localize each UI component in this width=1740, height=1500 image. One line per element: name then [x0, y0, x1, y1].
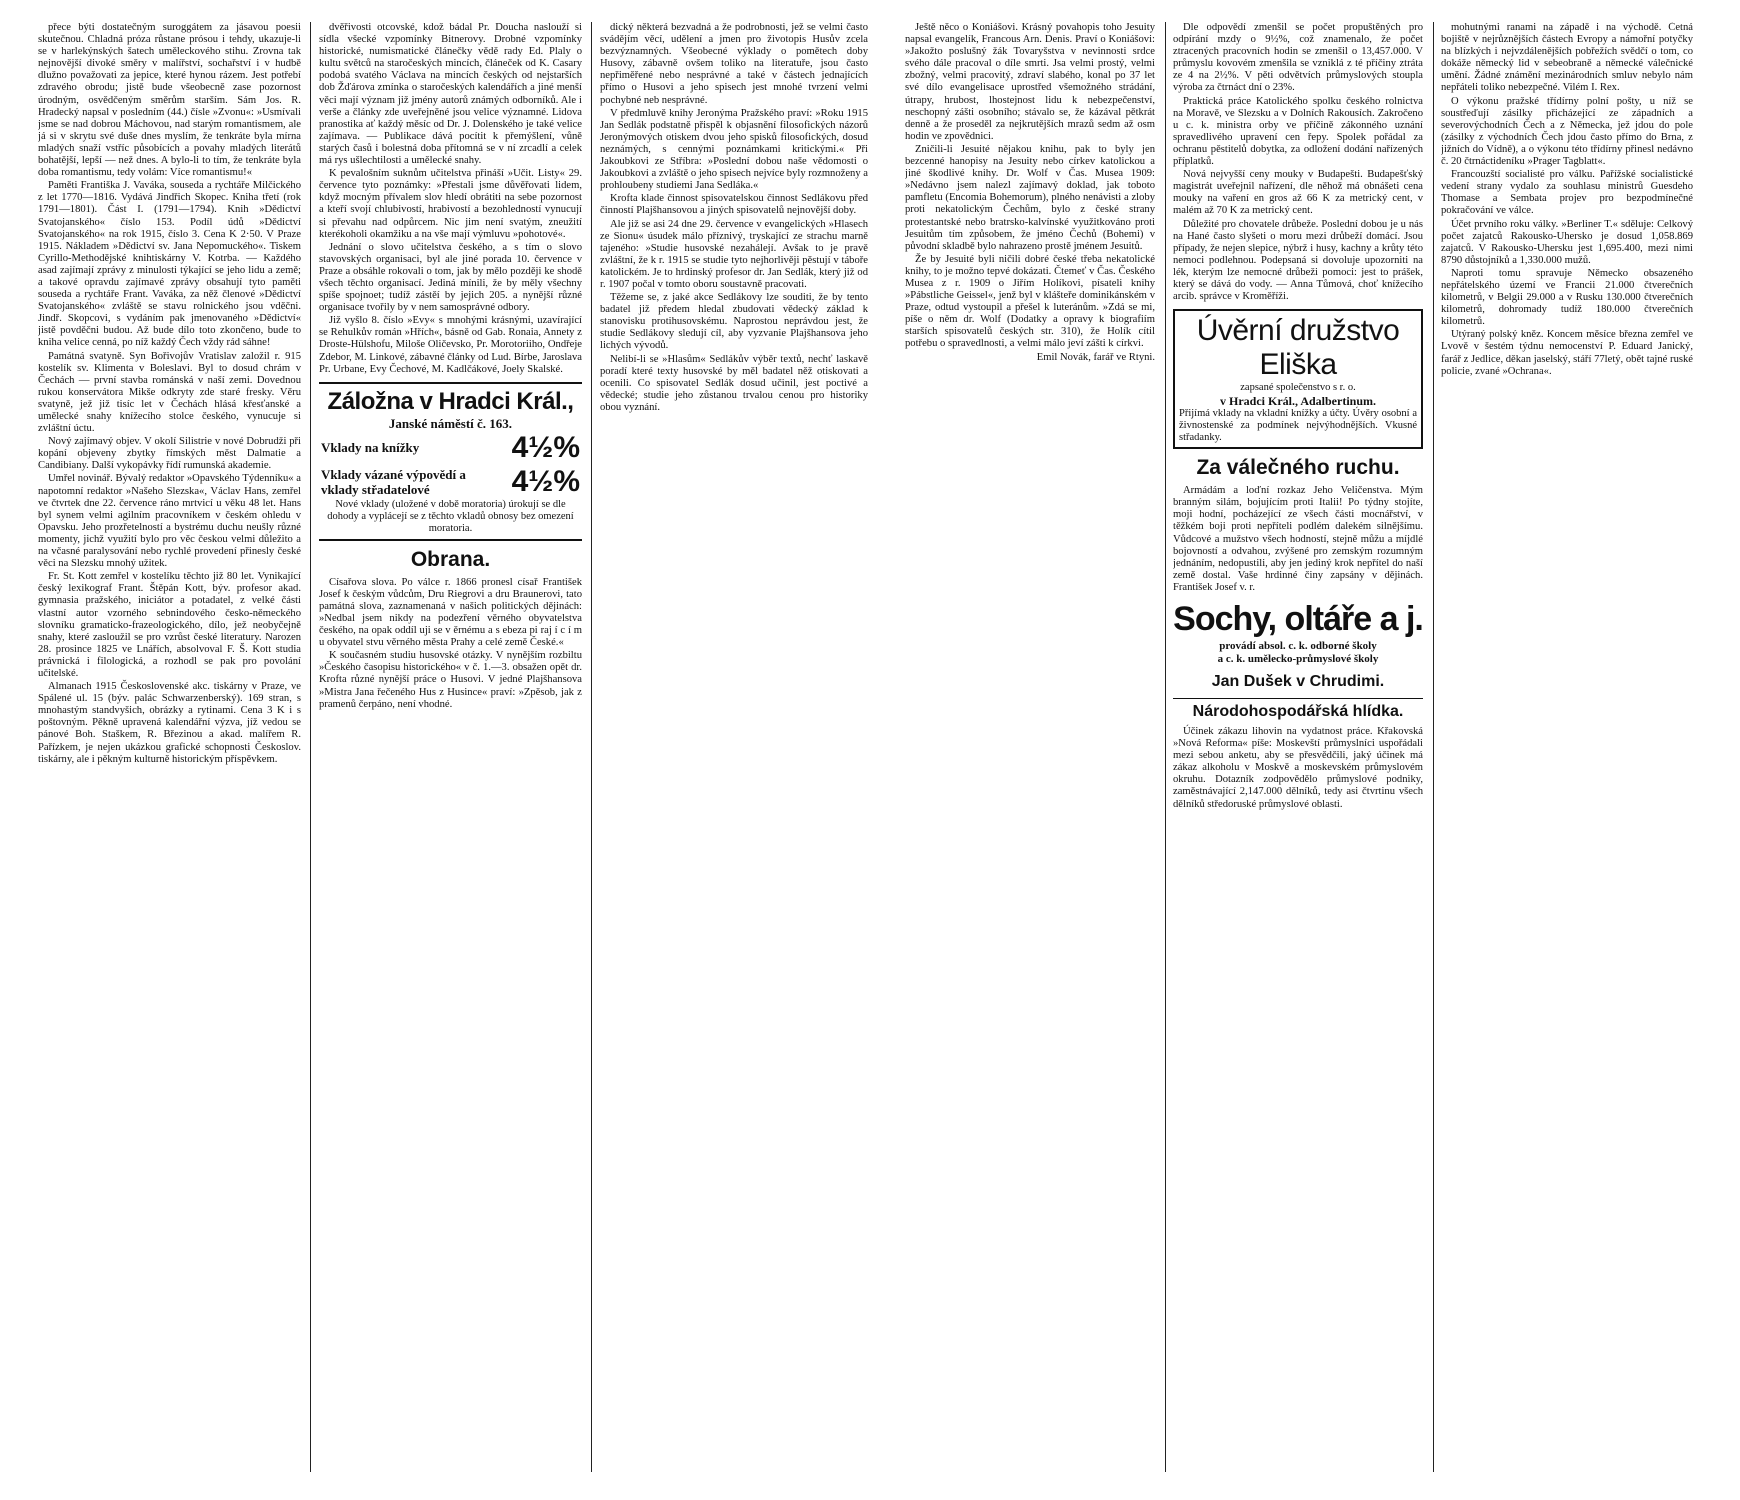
article-paragraph: K pevalošním suknům učitelstva přináší »Učit. Listy« 29. července tyto poznámky: »Přestali jsme důvěřovati lidem, když mocným přívalem slov hledí obrátiti na sebe pozornost a kteří svojí chlubivostí, hrabivostí a bezohledností vynucují si převahu nad odpůrcem. Nic jim není svatým, zneužití kterékoholi okamžiku a na vše mají výmluvu »pohotové«.: [319, 168, 582, 240]
article-paragraph: Nová nejvyšší ceny mouky v Budapešti. Budapešťský magistrát uveřejnil nařízení, dle něhož má obnášeti cena mouky na vaření en gros až 66 K za metrický cent, v malém až 70 K za metrický cent.: [1173, 169, 1423, 217]
article-paragraph: V předmluvě knihy Jeronýma Pražského praví: »Roku 1915 Jan Sedlák podstatně přispěl k objasnění filosofických názorů Jeronýmových otiskem dvou jeho spisků filosofických, dosud neznámých, s cennými poznámkami kritickými.« Při Jakoubkovi ze Stříbra: »Poslední dobou naše vědomosti o Jakoubkovi a zvláště o jeho spisech nejvíce byly rozmnoženy a prohloubeny studiemi Jana Sedláka.«: [600, 107, 868, 192]
column-rule: [591, 22, 592, 1472]
article-paragraph: Dle odpovědí zmenšil se počet propuštěných pro odpírání mzdy o 9½%, což znamenalo, že počet ztracených pracovních hodin se zmenšil o 13,457.000. V průmyslu kovovém zmenšila se vzniklá z té příčiny ztráta ze 4 na 2½%. V pěti odvětvích průmyslových stoupla výroba za čtrnáct dní o 23%.: [1173, 22, 1423, 94]
statue-ad-subline: a c. k. umělecko-průmyslové školy: [1217, 653, 1379, 665]
article-paragraph: Že by Jesuité byli ničili dobré české třeba nekatolické knihy, to je možno tepvé dokázati. Čtemeť v Čas. Českého Musea z r. 1909 o Jiřím Holíkovi, písateli knihy »Pábstliche Geissel«, jenž byl v klášteře dominikánském v Praze, odtud vystoupil a přešel k luteránům. »Zdá se mi, píše o něm dr. Wolf (Dodatky a opravy k biografiím starších spisovatelů českých str. 310), že Holík cítil potřebu o spravedlnosti, a velmi málo jeví zášti k církvi.: [905, 253, 1155, 350]
article-paragraph: dvěřivosti otcovské, kdož bádal Pr. Doucha naslouží si sídla všecké vzpomínky Bitnerovy. Drobné vzpomínky historické, numismatické článečky vědě rady Ed. Plaly o kultu světců na staročeských mincích, článeček od K. Casary podobá svatého Václava na mincích českých od nejstarších dob Žďárova zmínka o staročeských kalendářích a jiné menší věci mají význam již jmény autorů známých odborníků. Ale i verše a články zde uveřejněné jsou velice významné. Lidova pranostika ať každý měsíc od Dr. J. Dolenského je také velice zajímava. — Publikace dává pocítit k přemýšlení, vůně starých časů i bolestná doba přítomná se v ní zrcadlí a celek má rys ušlechtilosti a umělecké snahy.: [319, 22, 582, 167]
article-paragraph: dický některá bezvadná a že podrobnosti, jež se velmi často svádějím věcí, udělení a jmen pro životopis Husův zcela bezvýznamných. Všeobecné výklady o pomětech doby Husovy, zábavně ovšem toliko na literatuře, jsou často nepřiměřené nebo nesprávné a také v částech jednajících přímo o Husovi a jeho spisech jest mnohé tvrzení velmi pochybné neb nesprávné.: [600, 22, 868, 106]
article-paragraph: Důležité pro chovatele drůbeže. Poslední dobou je u nás na Hané často slyšeti o moru mezi drůbeží domácí. Jsou případy, že nejen slepice, nýbrž i husy, kachny a krůty této nemoci podlehnou. Podepsaná si dovoluje upozorniti na lék, kterým lze nemocné drůbeži pomoci: jest to prášek, který se dává do vody. — Anna Tůmová, choť knížecího arcib. správce v Kroměříži.: [1173, 218, 1423, 303]
article-paragraph: Účinek zákazu lihovin na vydatnost práce. Křakovská »Nová Reforma« píše: Moskevští průmyslníci uspořádali mezi sebou anketu, aby se přesvědčili, jaký účinek má zákaz alkoholu v Moskvě a moskevském průmyslovém okruhu. Dotazník zodpovědělo průmyslové podniky, zaměstnávající 2,147.000 dělníků, tedy asi čtvrtinu všech dělníků středoruské průmyslové oblasti.: [1173, 726, 1423, 810]
ad-rate: 4½%: [511, 464, 580, 498]
article-paragraph: Francouzští socialisté pro válku. Pařížské socialistické vedení strany vydalo za souhlasu ministrů Guesdeho Thomase a Sembata projev pro bezpodmínečné pokračování ve válce.: [1441, 169, 1693, 217]
right-page: [905, 22, 1695, 1472]
article-paragraph: Krofta klade činnost spisovatelskou činnost Sedlákovu před činností Plajšhansovou a jiných spisovatelů nejnovější doby.: [600, 193, 868, 217]
article-paragraph: Zničili-li Jesuité nějakou knihu, pak to byly jen bezcenné hanopisy na Jesuity nebo církev katolickou a jiné škodlivé knihy. Dr. Wolf v Čas. Musea 1909: »Nedávno jsem nalezl zajímavý doklad, jak toboto pamfletu (Encomia Bohemorum), plného nenávisti a zloby proti nekatolickým Čechům, bylo z české strany protestantské nebo bratrsko-kalvínské využitkováno proti Jesuitům tím způsobem, že jméno Čechů (Bohemi) v původní skladbě bylo nahrazeno prostě jménem Jesuitů.: [905, 143, 1155, 252]
ad-subtitle: zapsané společenstvo s r. o.: [1240, 382, 1356, 394]
article-paragraph: Almanach 1915 Československé akc. tiskárny v Praze, ve Spálené ul. 15 (býv. palác Schwarzenberský). 169 stran, s mnohastým standvyšich, obrázky a rytinami. Cena 3 K i s poštovným. Pěkně upravená kalendářní výzva, jíž vedou se pánové Boh. Staškem, R. Březinou a akad. malířem R. Pařízkem, je nejen ukázkou grafické schopnosti Českoslov. tiskárny, ale i pěkným kulturně historickým příspěvkem.: [38, 681, 301, 765]
article-paragraph: Ale již se asi 24 dne 29. července v evangelických »Hlasech ze Sionu« úsudek málo příznivý, tryskající ze strachu marně tajeného: »Studie husovské nezahálejí. Avšak to je pravě zvláštní, že k r. 1915 se studie tyto nejhorlivěji pěstují v táboře katolickém. Je to hrdinský profesor dr. Jan Sedlák, který již od r. 1907 počal v tomto oboru soustavně pracovati.: [600, 218, 868, 290]
statue-ad-heading: Sochy, oltáře a j.: [1173, 600, 1423, 638]
ad-line: Vklady na knížky: [321, 440, 420, 456]
article-paragraph: Naproti tomu spravuje Německo obsazeného nepřátelského území ve Francii 21.000 čtverečních kilometrů, v Belgii 29.000 a v Rusku 130.000 čtverečních kilometrů, dohromady tudíž 180.000 čtverečních kilometrů.: [1441, 267, 1693, 328]
column-left-1: [38, 22, 301, 1472]
article-paragraph: Těžeme se, z jaké akce Sedlákovy lze souditi, že by tento badatel již předem hledal zbudovati vědecký základ k stanovisku protihusovskému. Naprostou neprávdou jest, že studie Sedlákovy sledují cíl, aby vyzvanie Plajšhansova jeho lichých vývodů.: [600, 292, 868, 352]
section-heading: Národohospodářská hlídka.: [1173, 698, 1423, 722]
article-paragraph: Nelibí-li se »Hlasům« Sedlákův výběr textů, nechť laskavě poradí které texty husovské by měl badatel něž otiskovati a ocenili. Co spisovatel Sedlák dosud učinil, jest poctivé a vědecké; studie jeho zůstanou trvalou cenou pro historiky obou vyznání.: [600, 353, 868, 413]
article-paragraph: přece býti dostatečným suroggátem za jásavou poesii skutečnou. Chladná próza růstane prósou i tehdy, ukazuje-li se v harlekýnských šatech uměleckového stihu. Zrovna tak nejnovější divoké směry v malířství, sochařství i v hudbě dlužno považovati za jepice, které hynou rázem. Jest potřebí zdravého obrodu; jistě bude všeobecně zase pozornost úrodným, osvědčeným směrům starším. Sám Jos. R. Hradecký napsal v posledním (44.) čísle »Zvonu«: »Usmívali jsme se nad dobrou Máchovou, nad starým romantismem, ale já si v skrytu své duše dnes myslím, že tenkráte byla mírna mladých snaží vstříc působících a povahy mladých literátů bohatější, lepší — než dnes. A bylo-li to tím, že tenkráte byla doba romantismu, tedy volám: Více romantismu!«: [38, 22, 301, 179]
column-rule: [1165, 22, 1166, 1472]
ad-address: Janské náměstí č. 163.: [388, 415, 513, 431]
column-right-2: [1173, 22, 1423, 1472]
ad-rate: 4½%: [511, 430, 580, 464]
ad-address: v Hradci Král., Adalbertinum.: [1220, 394, 1376, 409]
zalozna-advertisement: [319, 382, 582, 541]
column-left-2: [319, 22, 582, 1472]
eliska-advertisement: [1173, 309, 1423, 449]
article-paragraph: Armádám a loďní rozkaz Jeho Veličenstva. Mým branným silám, bojujícím proti Italii! Po týdny stojíte, moji hodní, pocházející ze všech části mocnářství, v těžkém boji proti nepříteli podlém dalekém silnějšímu. Vůdcové a mužstvo všech hodností, stejně můžu a míjdlé bojovností a odvahou, zvýšené pro zemským rozumným jednáním, nedopustili, aby jen jediný krok nepřítel do naší země dostal. Vaše hrdinné činy zapsány v dějinách. František Josef v. r.: [1173, 485, 1423, 593]
ad-note: Nové vklady (uložené v době moratoria) úrokují se dle dohody a vyplácejí se z těchto vkladů obnosy bez omezení moratoria.: [327, 498, 574, 534]
article-paragraph: Nový zajímavý objev. V okolí Silistrie v nové Dobrudži při kopání objeveny zbytky římských měst Dalmatie a Candibiany. Další vykopávky řídí rumunská akademie.: [38, 436, 301, 472]
article-paragraph: O výkonu pražské třídírny polní pošty, u níž se soustřeďují zásilky přicházející ze západních a severovýchodních Čech a z Německa, jež jdou do pole (zásilky z východních Čech jdou často přímo do Brna, z jižních do Vídně), a o výkonu této třídírny přinesl nedávno č. 20 čtrnáctideníku »Prager Tagblatt«.: [1441, 95, 1693, 168]
column-rule: [310, 22, 311, 1472]
ad-line: Vklady vázané výpovědí a vklady střadatelové: [321, 466, 466, 497]
article-paragraph: Praktická práce Katolického spolku českého rolnictva na Moravě, ve Slezsku a v Dolních Rakousích. Zakročeno u c. k. ministra orby ve příčině zákonného uznání spravedlivého upravení cen řepy. Spolek pořádal za ochranu pěstitelů dobytka, za odložení dodání nařízených příplatků.: [1173, 95, 1423, 168]
article-paragraph: Již vyšlo 8. číslo »Evy« s mnohými krásnými, uzavírající se Rehulkův román »Hřích«, básně od Gab. Ronaia, Annety z Droste-Hülshofu, Miloše Oličevsko, Pr. Morotoriiho, Ondřeje Zdebor, M. Linkové, zábavné články od Lud. Bírbe, Jaroslava Pr. Urbane, Evy Čechové, M. Kadlčákové, Joely Skalské.: [319, 315, 582, 375]
column-left-3: [600, 22, 868, 1472]
article-paragraph: K současném studiu husovské otázky. V nynějším rozbiltu »Českého časopisu historického« v č. 1.—3. obsažen opět dr. Krofta různé nynější práce o Husovi. V jedné Plajšhansova »Mistra Jana řečeného Hus z Husince« praví: »Zpěsob, jak z pramenů čerpáno, není vhodné.: [319, 650, 582, 710]
article-paragraph: Památná svatyně. Syn Bořivojův Vratislav založil r. 915 kostelík sv. Klimenta v Boleslavi. Byl to dosud chrám v Čechách — první stavba románská v naší zemi. Dovednou rukou konservátora Mikše odkryty zde staré fresky. Věru svatyně, jež již tisíc let v Čechách hlásá křesťanské a umělecké snahy knížecího stolce českého, vynucuje si zvláštní úctu.: [38, 350, 301, 435]
article-paragraph: Účet prvního roku války. »Berliner T.« sděluje: Celkový počet zajatců Rakousko-Uhersko je dosud 1,058.869 zajatců. V Rakousko-Uhersku jest 1,695.400, mezi nimi 8790 důstojníků a 1,330.000 mužů.: [1441, 218, 1693, 266]
article-paragraph: Jednání o slovo učitelstva českého, a s tím o slovo stavovských organisaci, byl ale jiné porada 10. července v Praze a obsáhle rokovali o tom, jak by mělo později ke shodě všech těchto organisací. Jediná mínili, že by měly všechny spíše spojnoet; tudíž zástěí by jejich 205. a nynější různé organisace tvořily by v nem samosprávné odbory.: [319, 241, 582, 314]
column-right-3: [1441, 22, 1693, 1472]
article-paragraph: Císařova slova. Po válce r. 1866 pronesl císař František Josef k českým vůdcům, Dru Riegrovi a dru Braunerovi, tato památná slova, zaznamenaná v našich politických dějinách: »Nedbal jsem nikdy na podezření věrného obyvatelstva českého, na opak oddíl uji se v ěrnému a s ebeza pi raj í c í m u obyvatel stvu věrného města Prahy a celé země České.«: [319, 576, 582, 649]
ad-note: Přijímá vklady na vkladní knížky a účty. Úvěry osobní a živnostenské za podmínek nejvýhodnějších. Vkusné střadanky.: [1179, 408, 1417, 444]
left-page: [38, 22, 870, 1472]
article-paragraph: mohutnými ranami na západě i na východě. Četná bojiště v nejrůznějších částech Evropy a námořní potyčky na blízkých i nejvzdálenějších pobřežích svědčí o tom, co dokáže německý lid v sebeobraně a německé válečnické umění. Žádné známění mezinárodních smluv nebylo nám nepřáteli toliko nebezpečné. Vilém I. Rex.: [1441, 22, 1693, 94]
section-heading: Za válečného ruchu.: [1196, 456, 1400, 480]
ad-title: Úvěrní družstvo Eliška: [1196, 314, 1400, 382]
statue-ad-name: Jan Dušek v Chrudimi.: [1211, 673, 1385, 690]
signature: Emil Novák, farář ve Rtyni.: [1036, 351, 1155, 363]
statue-ad-subline: provádí absol. c. k. odborné školy: [1219, 640, 1377, 652]
article-paragraph: Umřel novinář. Bývalý redaktor »Opavského Týdenníku« a napotomní redaktor »Našeho Slezska«, Václav Hans, zemřel ve čtvrtek dne 22. července ráno mrtvicí u věku 48 let. Hans byl synem velmi agilním pracovníkem v českém ohledu v Opavsku. Jeho prozřetelností a bystrému duchu neušly různé momenty, jichž využití bylo pro věc českou velmi důležito a na včasné paralysování nebo rychlé provedení přinesly české věci na Slezsku mnohý užitek.: [38, 473, 301, 570]
ad-rate-row: [321, 465, 580, 499]
section-heading: Obrana.: [410, 547, 491, 571]
column-right-1: [905, 22, 1155, 1472]
article-paragraph: Paměti Františka J. Vaváka, souseda a rychtáře Milčického z let 1770—1816. Vydává Jindřich Skopec. Kniha třetí (rok 1791—1801). Část I. (1791—1794). Knih »Dědictví Svatojanského« číslo 153. Podíl údů »Dědictví Svatojanského« na rok 1915, číslo 3. Cena K 2·50. V Praze 1915. Nákladem »Dědictví sv. Jana Nepomuckého«. Tiskem Cyrillo-Methodějské knihtiskárny V. Kotrba. — Každého asad zajímají zprávy z minulosti týkající se jeho lidu a země; a takové opravdu zajímavé zprávy obsahují tyto paměti souseda a rychtáře Frant. Vaváka, za něž členové »Dědictví Svatojanského« zvláště se stavu rolnického jsou vděčni. Jindř. Skopcovi, s vydáním pak jmenovaného »Dědictví« jistě povděčni budou. Až bude dílo toto zkončeno, bude to kniha velice cenná, po níž každý Čech vždy rád sáhne!: [38, 180, 301, 349]
column-rule: [1433, 22, 1434, 1472]
article-paragraph: Fr. St. Kott zemřel v kostelíku těchto již 80 let. Vynikající český lexikograf Frant. Štěpán Kott, býv. profesor akad. gymnasia pražského, iniciátor a potadatel, z velké části vlastní autor vzorného sebnindového česko-německého slovníku gramaticko-frazeologického, dílo, jež neobyčejně snahy, které zasloužil se pro vzrůst české literatury. Narozen 28. prosince 1825 ve Lnářích, absolvoval F. Š. Kott studia právnická i filologická, a rozhodl se pak pro povolání učitelské.: [38, 571, 301, 679]
article-paragraph: Utýraný polský kněz. Koncem měsíce března zemřel ve Lvově v šestém týdnu nemocenství P. Eduard Janický, farář z Jedlice, děkan jaselský, stáří 77letý, obět tajné ruské policie, zvané »Ochrana«.: [1441, 329, 1693, 377]
ad-title: Záložna v Hradci Král.,: [327, 387, 574, 415]
ad-rate-row: [321, 431, 580, 465]
article-paragraph: Ještě něco o Koniášovi. Krásný povahopis toho Jesuity napsal evangelík, Francous Arn. Denis. Praví o Koniášovi: »Jakožto poslušný žák Tovaryšstva v nevinnosti srdce svého dále pracoval o díle smrti. Jsa velmi prostý, velmi zbožný, velmi pracovitý, zdraví slabého, konal po 37 let své dílo evangelisace uprostřed všemožného strádání, útrapy, hrubost, lhostejnost lidu k nebezpečenství, neschopný zášti osobního; stávalo se, že kázával pětkrát denně a že proseděl za nejkrutějších mrazů sedm až osm hodin ve zpovědnici.: [905, 22, 1155, 142]
